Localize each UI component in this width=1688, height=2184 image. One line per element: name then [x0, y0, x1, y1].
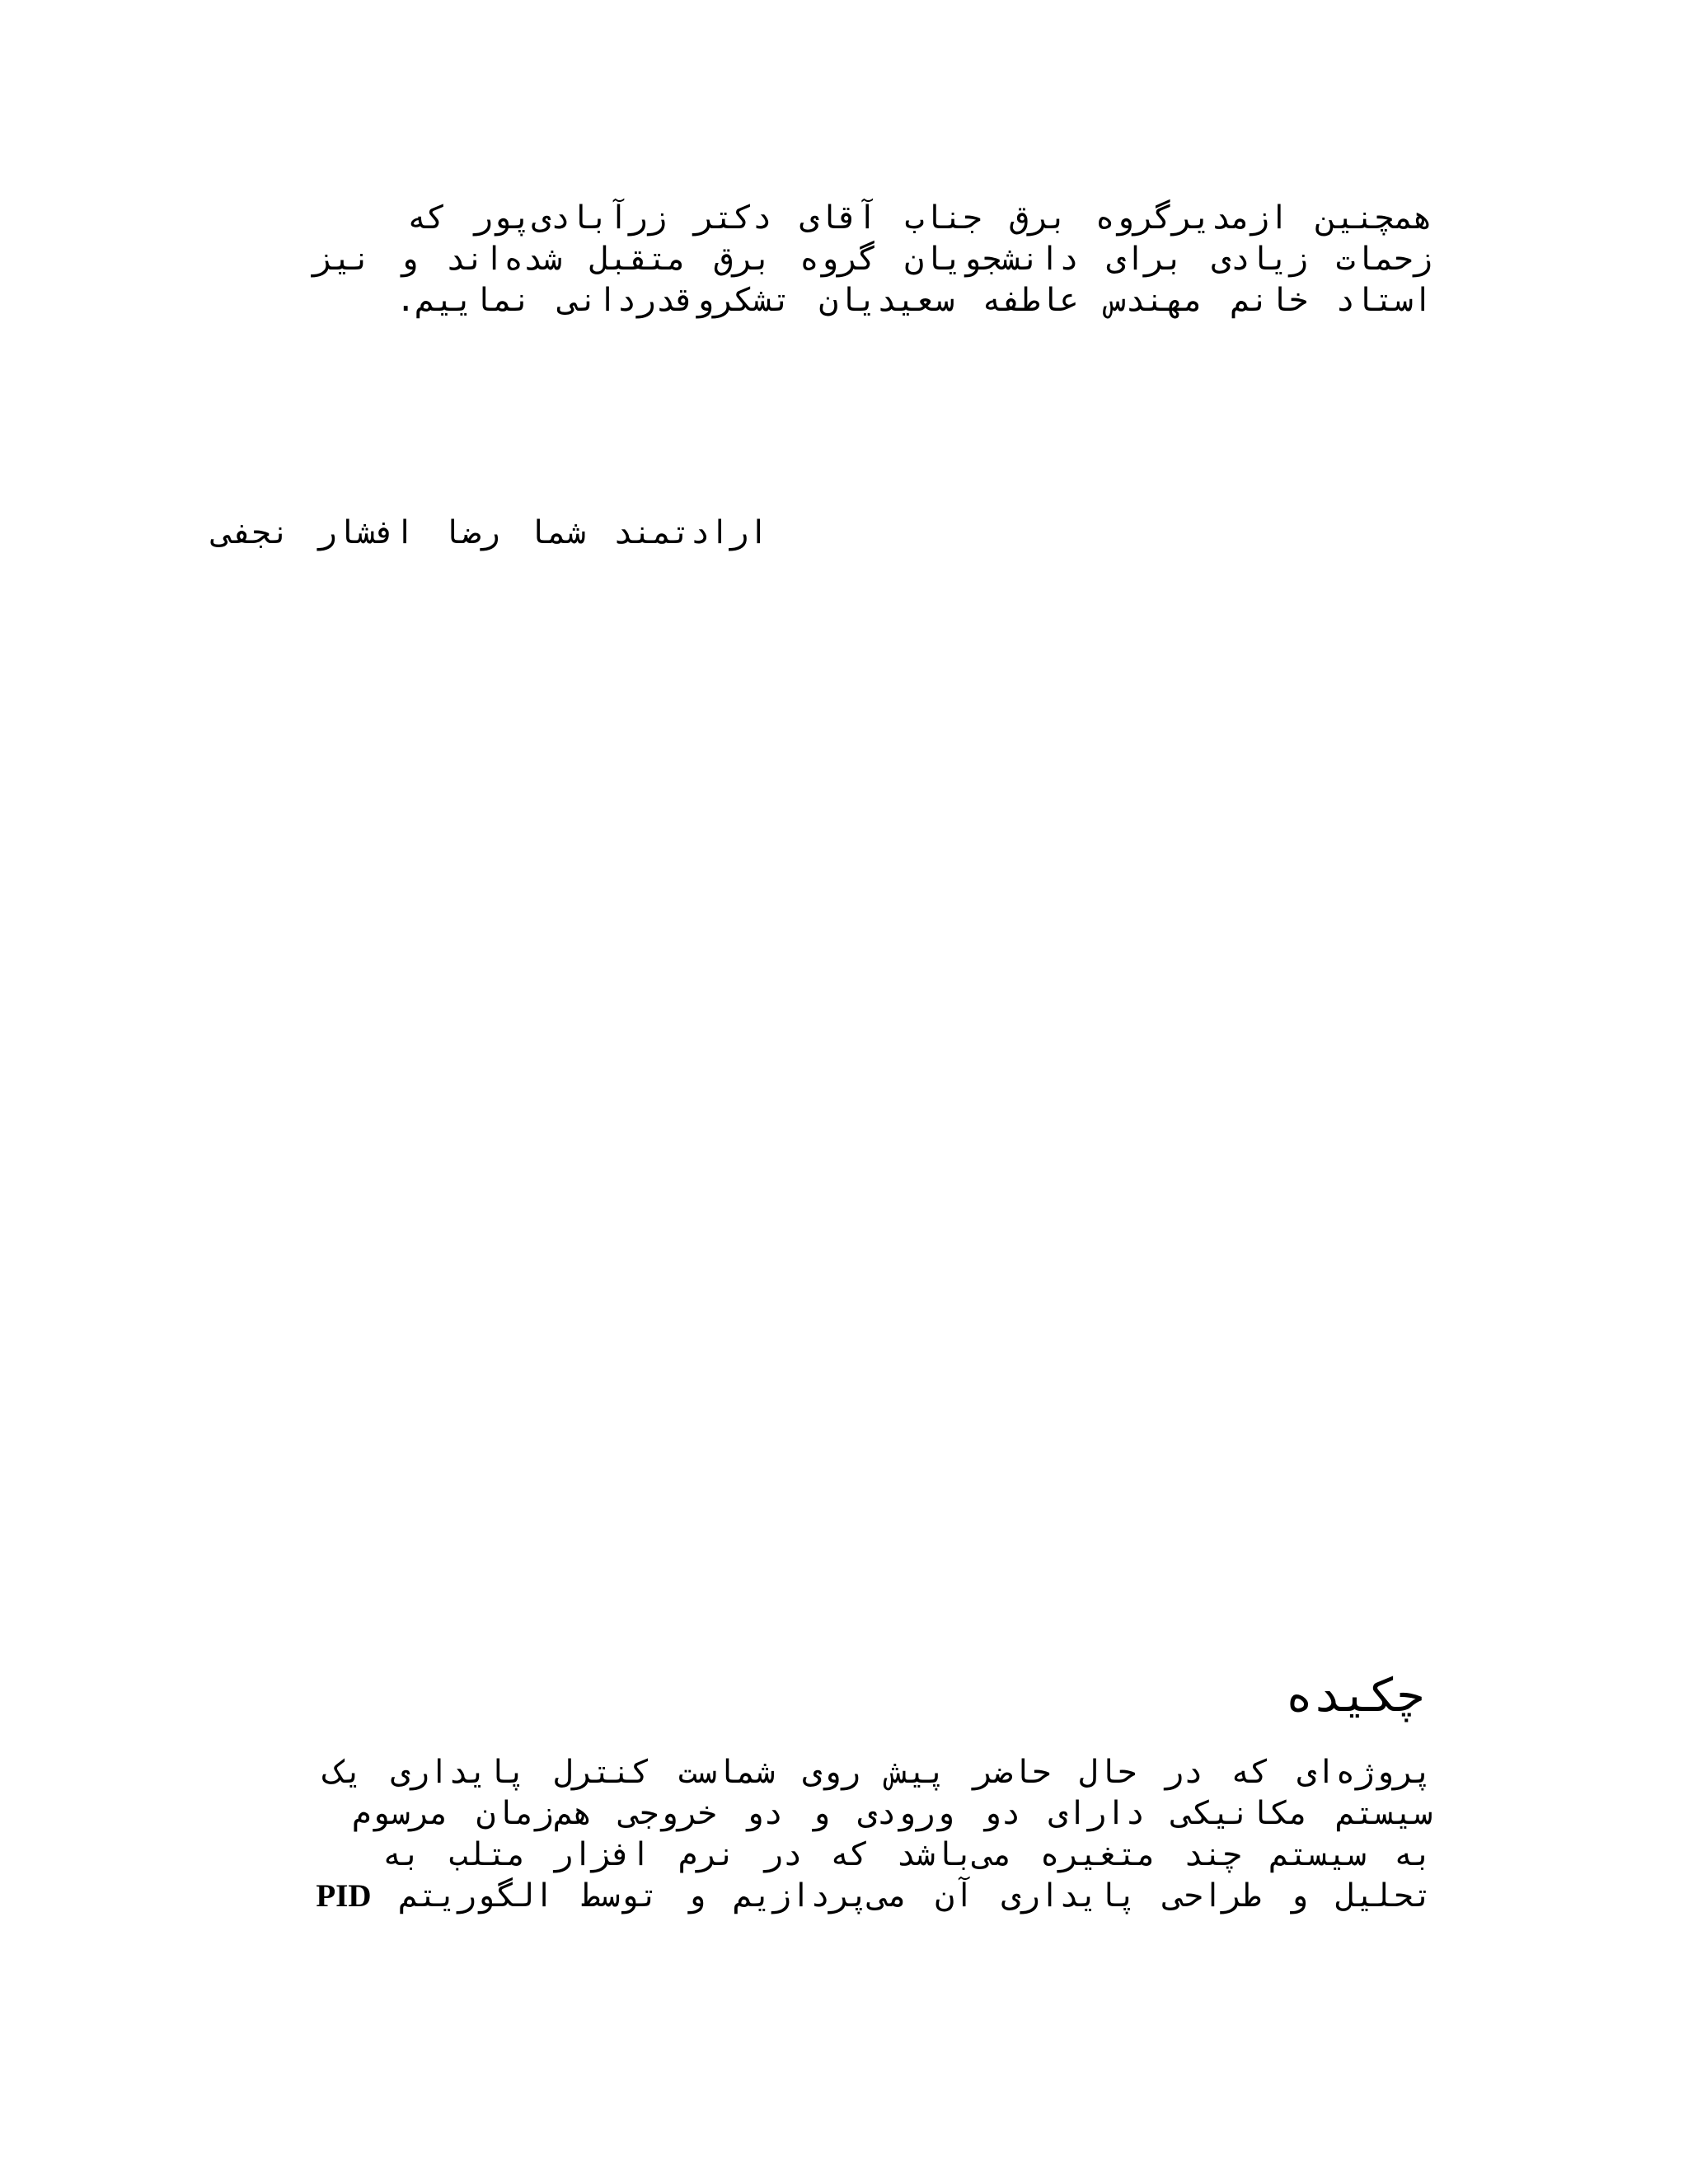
signature-line: ارادتمند شما رضا افشار نجفی [213, 514, 768, 551]
acknowledgement-paragraph [213, 198, 1432, 321]
abstract-line-4 [213, 1876, 1432, 1917]
acknowledgement-line-3: استاد خانم مهندس عاطفه سعیدیان تشکروقدردانی نماییم. [396, 282, 1432, 319]
abstract-line-2: سیستم مکانیکی دارای دو ورودی و دو خروجی هم‌زمان مرسوم [352, 1795, 1432, 1832]
abstract-line-1: پروژه‌ای که در حال حاضر پیش روی شماست کنترل پایداری یک [324, 1754, 1432, 1791]
abstract-line-3: به سیستم چند متغیره می‌باشد که در نرم افزار متلب به [382, 1836, 1432, 1873]
acknowledgement-line-1: همچنین ازمدیرگروه برق جناب آقای دکتر زرآبادی‌پور که [407, 199, 1432, 237]
acknowledgement-line-2: زحمات زیادی برای دانشجویان گروه برق متقبل شده‌اند و نیز [313, 241, 1432, 278]
abstract-line-4-text: تحلیل و طراحی پایداری آن می‌پردازیم و توسط الگوریتم [399, 1877, 1432, 1915]
abstract-paragraph [213, 1752, 1432, 1917]
pid-term: PID [316, 1878, 372, 1914]
abstract-heading: چکیده [1285, 1669, 1424, 1722]
